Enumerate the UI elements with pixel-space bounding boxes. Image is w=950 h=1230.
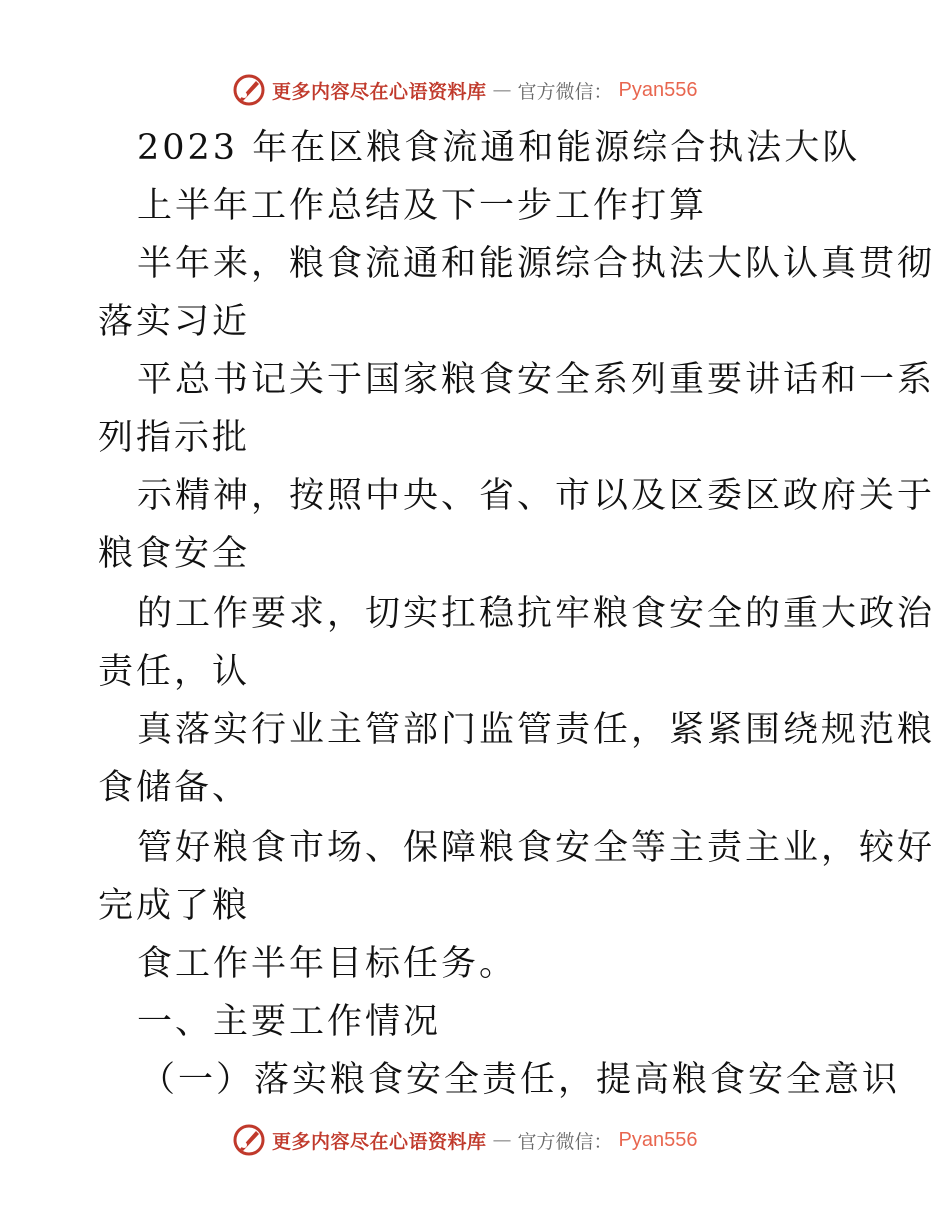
body-line: 责任，认 (98, 652, 251, 692)
header-watermark (232, 72, 698, 108)
document-title-line-2: 上半年工作总结及下一步工作打算 (137, 186, 708, 226)
section-subheading: （一）落实粮食安全责任，提高粮食安全意识 (140, 1060, 901, 1100)
body-line: 平总书记关于国家粮食安全系列重要讲话和一系 (137, 360, 936, 400)
watermark-dash: — (492, 1129, 512, 1151)
watermark-text: 更多内容尽在心语资料库 (272, 80, 487, 103)
watermark-dash: — (492, 79, 512, 101)
body-line: 完成了粮 (98, 886, 251, 926)
watermark-subtext: 官方微信： (517, 1130, 613, 1153)
body-line: 列指示批 (98, 418, 251, 458)
body-line: 半年来，粮食流通和能源综合执法大队认真贯彻 (137, 244, 936, 284)
watermark-wechat-id: Pyan556 (618, 1128, 698, 1151)
quill-pen-logo-icon (232, 73, 266, 107)
body-line: 食储备、 (98, 768, 251, 808)
body-line: 粮食安全 (98, 534, 251, 574)
watermark-subtext: 官方微信： (517, 80, 613, 103)
body-line: 管好粮食市场、保障粮食安全等主责主业，较好 (137, 828, 936, 868)
document-title-line-1: 2023 年在区粮食流通和能源综合执法大队 (137, 128, 861, 168)
body-line: 真落实行业主管部门监管责任，紧紧围绕规范粮 (137, 710, 936, 750)
watermark-wechat-id: Pyan556 (618, 78, 698, 101)
section-heading: 一、主要工作情况 (137, 1002, 442, 1042)
quill-pen-logo-icon (232, 1123, 266, 1157)
body-line: 的工作要求，切实扛稳抗牢粮食安全的重大政治 (137, 594, 936, 634)
footer-watermark (232, 1122, 698, 1158)
body-line: 落实习近 (98, 302, 251, 342)
body-line: 示精神，按照中央、省、市以及区委区政府关于 (137, 476, 936, 516)
watermark-text: 更多内容尽在心语资料库 (272, 1130, 487, 1153)
body-line: 食工作半年目标任务。 (137, 944, 518, 984)
